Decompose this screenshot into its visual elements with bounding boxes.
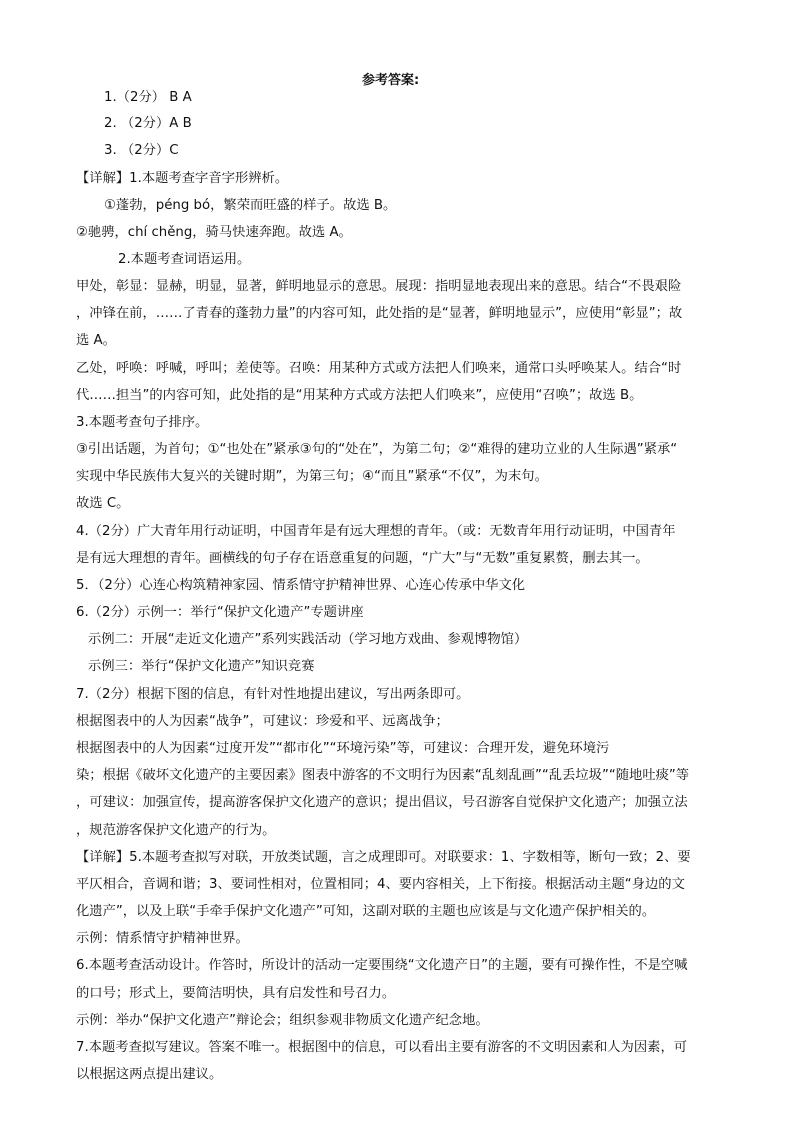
explanation-line: 【详解】1.本题考查字音字形辨析。: [76, 171, 289, 186]
explanation-line: 选 A。: [76, 333, 116, 348]
explanation-line: ②驰骋，chí chěng，骑马快速奔跑。故选 A。: [76, 225, 352, 240]
explanation-line: 以根据这两点提出建议。: [76, 1067, 223, 1082]
answer-line: 6.（2分）示例一：举行“保护文化遗产”专题讲座: [76, 605, 364, 620]
answer-line: 根据图表中的人为因素“战争”，可建议：珍爱和平、远离战争；: [76, 714, 449, 729]
explanation-line: 示例：情系情守护精神世界。: [76, 931, 249, 946]
page-title: 参考答案:: [362, 73, 420, 88]
explanation-line: 故选 C。: [76, 496, 130, 511]
explanation-line: ①蓬勃，péng bó，繁荣而旺盛的样子。故选 B。: [104, 198, 397, 213]
answer-line: 根据图表中的人为因素“过度开发”“都市化”“环境污染”等，可建议：合理开发，避免环境污: [76, 741, 610, 756]
explanation-line: 甲处，彰显：显赫，明显，显著，鲜明地显示的意思。展现：指明显地表现出来的意思。结合“不畏艰险: [76, 279, 682, 294]
explanation-line: 的口号；形式上，要简洁明快，具有启发性和号召力。: [76, 986, 396, 1001]
explanation-line: 实现中华民族伟大复兴的关键时期”，为第三句；④“而且”紧承“不仅”，为末句。: [76, 469, 548, 484]
answer-line: 2. （2分）A B: [104, 116, 192, 131]
explanation-line: 平仄相合，音调和谐；3、要词性相对，位置相同；4、要内容相关，上下衔接。根据活动主题“身边的文: [76, 877, 685, 892]
answer-line: 1.（2分） B A: [104, 90, 192, 105]
answer-line: 是有远大理想的青年。画横线的句子存在语意重复的问题，“广大”与“无数”重复累赘，删去其一。: [76, 551, 649, 566]
answer-line: ，可建议：加强宣传，提高游客保护文化遗产的意识；提出倡议，号召游客自觉保护文化遗产；加强立法: [76, 795, 688, 810]
answer-line: 示例三：举行“保护文化遗产”知识竞赛: [88, 659, 315, 674]
explanation-line: 代……担当”的内容可知，此处指的是“用某种方式或方法把人们唤来”，应使用“召唤”；故选 B。: [76, 388, 643, 403]
answer-line: 染；根据《破坏文化遗产的主要因素》图表中游客的不文明行为因素“乱刻乱画”“乱丢垃圾”“随地吐痰”等: [76, 768, 690, 783]
explanation-line: 示例：举办“保护文化遗产”辩论会；组织参观非物质文化遗产纪念地。: [76, 1013, 489, 1028]
answer-line: ，规范游客保护文化遗产的行为。: [76, 823, 276, 838]
answer-line: 3. （2分）C: [104, 143, 179, 158]
explanation-line: 乙处，呼唤：呼喊，呼叫；差使等。召唤：用某种方式或方法把人们唤来，通常口头呼唤某人。结合“时: [76, 361, 682, 376]
explanation-line: 【详解】5.本题考查拟写对联，开放类试题，言之成理即可。对联要求：1、字数相等，断句一致；2、要: [76, 850, 691, 865]
explanation-line: 2.本题考查词语运用。: [118, 252, 251, 267]
explanation-line: 6.本题考查活动设计。作答时，所设计的活动一定要围绕“文化遗产日”的主题，要有可操作性，不是空喊: [76, 958, 688, 973]
explanation-line: 化遗产”，以及上联“手牵手保护文化遗产”可知，这副对联的主题也应该是与文化遗产保护相关的。: [76, 904, 656, 919]
answer-line: 5．（2分）心连心构筑精神家园、情系情守护精神世界、心连心传承中华文化: [76, 578, 526, 593]
explanation-line: 7.本题考查拟写建议。答案不唯一。根据图中的信息，可以看出主要有游客的不文明因素和人为因素，可: [76, 1040, 688, 1055]
explanation-line: 3.本题考查句子排序。: [76, 415, 209, 430]
explanation-line: ，冲锋在前，……了青春的蓬勃力量”的内容可知，此处指的是“显著，鲜明地显示”，应使用“彰显”；故: [76, 306, 683, 321]
answer-line: 示例二：开展“走近文化遗产”系列实践活动（学习地方戏曲、参观博物馆）: [88, 632, 528, 647]
answer-line: 4.（2分）广大青年用行动证明，中国青年是有远大理想的青年。（或：无数青年用行动证明，中国青年: [76, 524, 676, 539]
explanation-line: ③引出话题，为首句；①“也处在”紧承③句的“处在”，为第二句；②“难得的建功立业的人生际遇”紧承“: [76, 442, 678, 457]
answer-line: 7.（2分）根据下图的信息，有针对性地提出建议，写出两条即可。: [76, 687, 470, 702]
